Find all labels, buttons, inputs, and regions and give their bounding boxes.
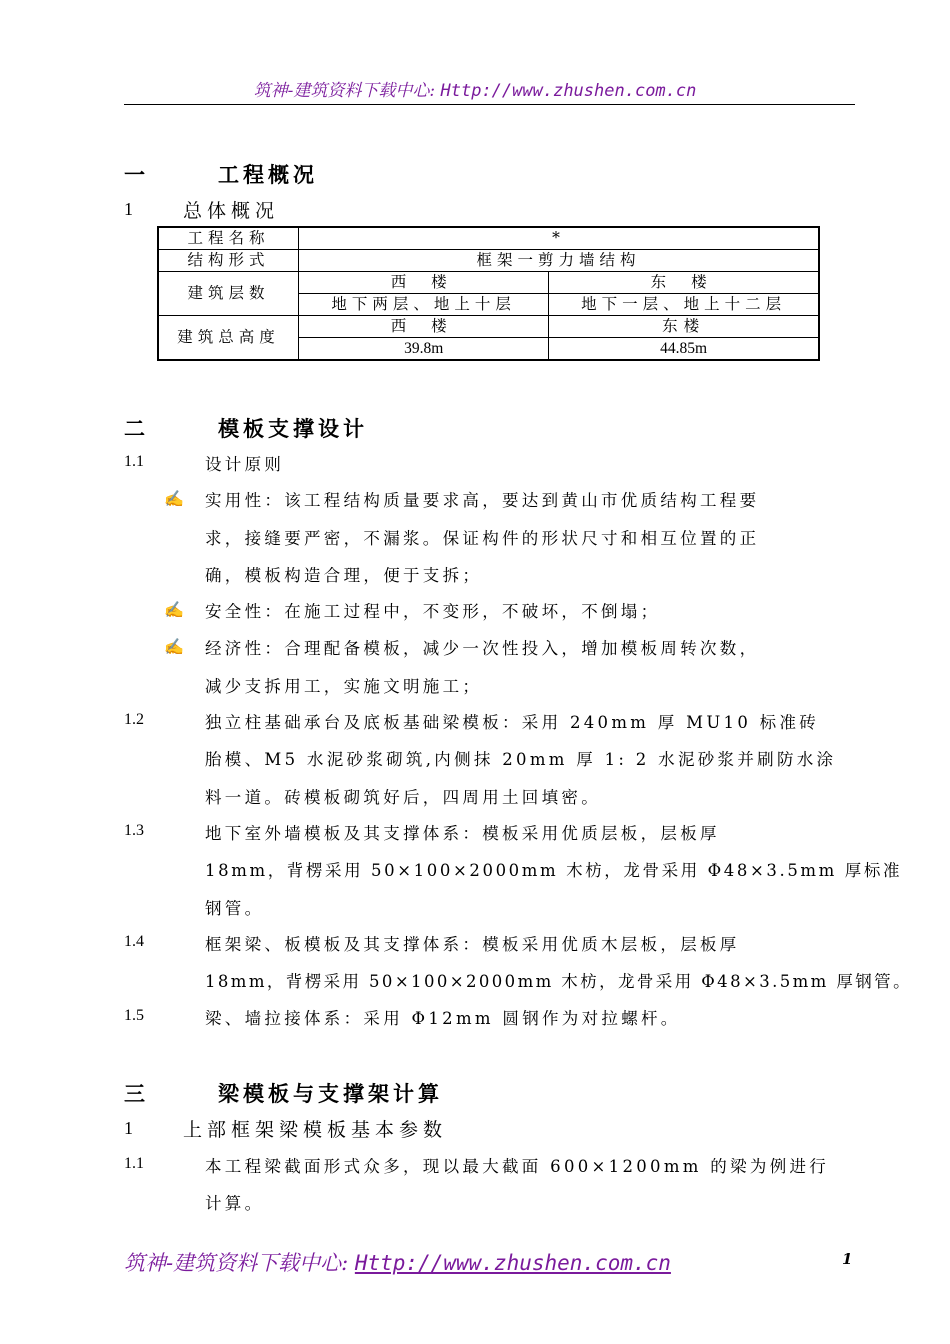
footer-url[interactable]: Http://www.zhushen.com.cn	[354, 1251, 671, 1275]
writing-hand-icon: ✍	[164, 637, 184, 656]
header-divider	[124, 104, 855, 105]
s2-1-3-line1: 地下室外墙模板及其支撑体系：模板采用优质层板，层板厚	[205, 824, 720, 843]
s3-1-1-line1: 本工程梁截面形式众多，现以最大截面 600×1200mm 的梁为例进行	[205, 1157, 830, 1176]
table-row	[158, 227, 819, 250]
table-cell-value: 39.8m	[299, 338, 549, 361]
table-cell-value: 地下一层、地上十二层	[549, 294, 819, 316]
bullet1-line2: 求，接缝要严密，不漏浆。保证构件的形状尺寸和相互位置的正	[205, 529, 760, 548]
s3-1-1-line2: 计算。	[205, 1194, 265, 1213]
table-row	[158, 250, 819, 272]
page-number: 1	[842, 1250, 853, 1268]
footer-title: 筑神-建筑资料下载中心:	[124, 1251, 349, 1275]
page-footer	[124, 1247, 671, 1277]
page-header	[0, 76, 950, 101]
s2-1-1-title: 设计原则	[205, 455, 285, 474]
s2-1-4-line2: 18mm，背楞采用 50×100×2000mm 木枋，龙骨采用 Φ48×3.5mm 厚钢管。	[205, 972, 912, 991]
project-overview-table	[157, 226, 820, 361]
s2-1-5-number: 1.5	[124, 1007, 144, 1024]
header-title: 筑神-建筑资料下载中心:	[253, 81, 436, 101]
section2-number: 二	[124, 416, 149, 441]
section1-sub-title: 总体概况	[183, 200, 280, 222]
table-cell-header: 东楼	[549, 316, 819, 338]
s2-1-3-number: 1.3	[124, 822, 144, 839]
table-cell-header: 东 楼	[549, 272, 819, 294]
s2-1-2-line1: 独立柱基础承台及底板基础梁模板：采用 240mm 厚 MU10 标准砖	[205, 713, 820, 732]
table-cell-header: 西 楼	[299, 272, 549, 294]
writing-hand-icon: ✍	[164, 489, 184, 508]
section3-number: 三	[124, 1081, 149, 1106]
section1-number: 一	[124, 162, 149, 187]
section3-sub-number: 1	[124, 1118, 133, 1138]
header-url[interactable]: Http://www.zhushen.com.cn	[440, 81, 697, 101]
s3-1-1-number: 1.1	[124, 1155, 144, 1172]
bullet2-line1: 安全性：在施工过程中，不变形，不破坏，不倒塌；	[205, 602, 661, 621]
section2-title: 模板支撑设计	[218, 416, 368, 441]
section1-title: 工程概况	[218, 162, 318, 187]
table-cell-value: 框架一剪力墙结构	[299, 250, 819, 272]
writing-hand-icon: ✍	[164, 600, 184, 619]
section3-sub-title: 上部框架梁模板基本参数	[183, 1119, 448, 1141]
table-cell-label: 结构形式	[158, 250, 299, 272]
table-cell-value: 44.85m	[549, 338, 819, 361]
s2-1-2-line3: 料一道。砖模板砌筑好后，四周用土回填密。	[205, 788, 601, 807]
table-cell-label: 建筑层数	[158, 272, 299, 316]
table-cell-value: *	[299, 227, 819, 250]
bullet1-line1: 实用性：该工程结构质量要求高，要达到黄山市优质结构工程要	[205, 491, 760, 510]
bullet3-line2: 减少支拆用工，实施文明施工；	[205, 677, 483, 696]
table-row	[158, 272, 819, 294]
table-cell-label: 工程名称	[158, 227, 299, 250]
section3-title: 梁模板与支撑架计算	[218, 1081, 443, 1106]
s2-1-2-number: 1.2	[124, 711, 144, 728]
s2-1-4-number: 1.4	[124, 933, 144, 950]
s2-1-3-line3: 钢管。	[205, 899, 265, 918]
s2-1-2-line2: 胎模、M5 水泥砂浆砌筑,内侧抹 20mm 厚 1: 2 水泥砂浆并刷防水涂	[205, 750, 837, 769]
bullet3-line1: 经济性：合理配备模板，减少一次性投入，增加模板周转次数，	[205, 639, 760, 658]
s2-1-3-line2: 18mm，背楞采用 50×100×2000mm 木枋，龙骨采用 Φ48×3.5mm 厚标准	[205, 861, 903, 880]
table-row	[158, 316, 819, 338]
s2-1-1-number: 1.1	[124, 453, 144, 470]
s2-1-4-line1: 框架梁、板模板及其支撑体系：模板采用优质木层板，层板厚	[205, 935, 740, 954]
section1-sub-number: 1	[124, 199, 133, 219]
table-cell-value: 地下两层、地上十层	[299, 294, 549, 316]
bullet1-line3: 确，模板构造合理，便于支拆；	[205, 566, 483, 585]
table-cell-header: 西 楼	[299, 316, 549, 338]
table-cell-label: 建筑总高度	[158, 316, 299, 361]
s2-1-5-line1: 梁、墙拉接体系：采用 Φ12mm 圆钢作为对拉螺杆。	[205, 1009, 681, 1028]
